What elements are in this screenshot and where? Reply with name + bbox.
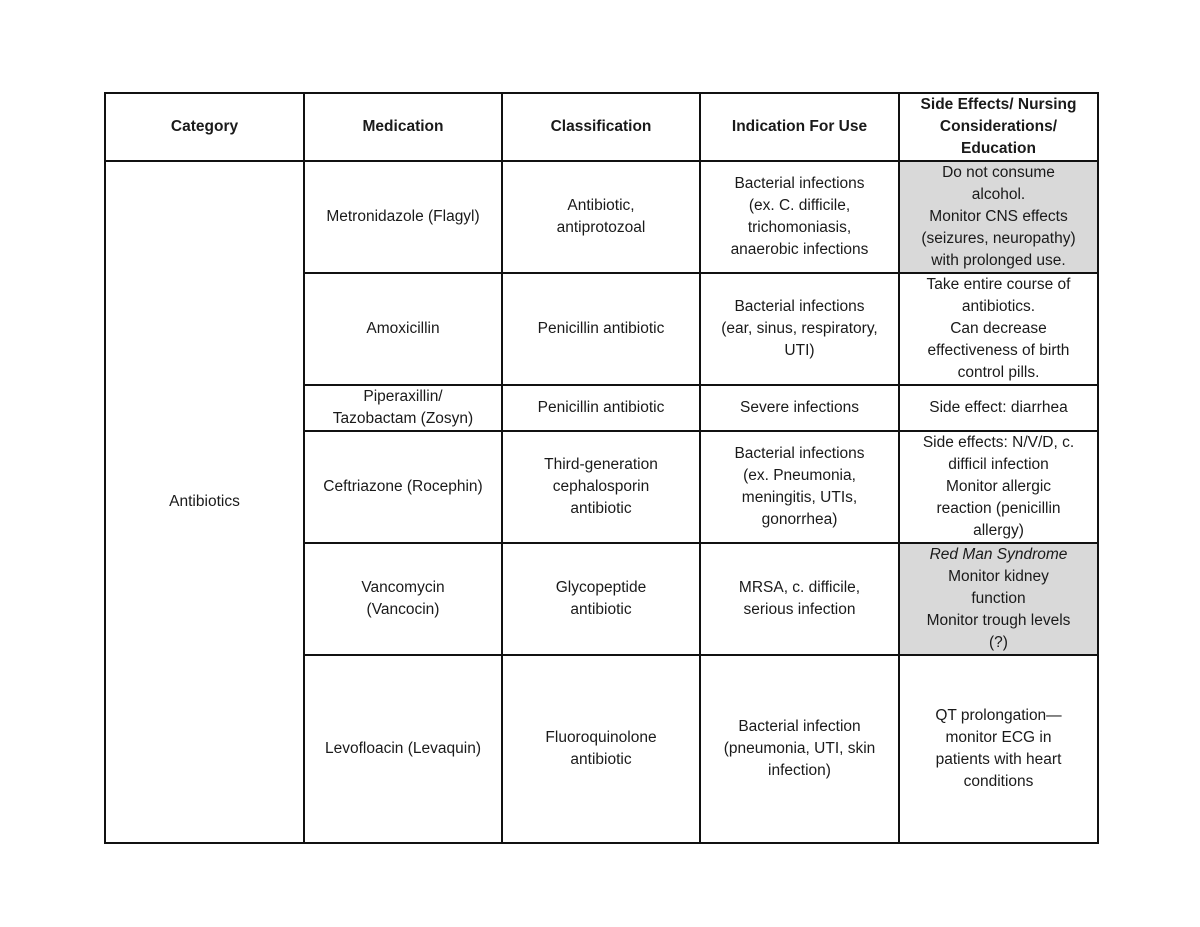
cell-text-line: Penicillin antibiotic (537, 399, 665, 416)
medication-cell (304, 385, 502, 431)
cell-text-line: Bacterial infections (734, 175, 865, 192)
cell-text-line: monitor ECG in (945, 729, 1052, 746)
classification-cell (502, 655, 700, 843)
medication-cell (304, 655, 502, 843)
cell-text-line: (ex. C. difficile, (748, 197, 851, 214)
cell-text-line: antibiotic (570, 500, 632, 517)
cell-text-line: Bacterial infection (738, 718, 861, 735)
cell-text-line: allergy) (973, 522, 1024, 539)
medication-table (104, 92, 1099, 844)
cell-text-line: Glycopeptide (555, 579, 647, 596)
cell-text-line: Can decrease (950, 320, 1047, 337)
cell-text-line: Third-generation (544, 456, 658, 473)
cell-text-line: function (971, 590, 1026, 607)
cell-text-line: Tazobactam (Zosyn) (332, 410, 474, 427)
medication-cell (304, 273, 502, 385)
cell-text-line: Considerations/ (939, 118, 1058, 135)
cell-text-line: (?) (989, 634, 1008, 651)
cell-text-line: Monitor allergic (945, 478, 1052, 495)
cell-text-line: Levofloacin (Levaquin) (325, 740, 481, 757)
cell-text-line: (ex. Pneumonia, (743, 467, 856, 484)
side-effects-cell (899, 385, 1098, 431)
cell-text-line: QT prolongation— (935, 707, 1062, 724)
cell-text-line: infection) (768, 762, 831, 779)
cell-text-line: Ceftriazone (Rocephin) (323, 478, 483, 495)
cell-text-line: (pneumonia, UTI, skin (723, 740, 876, 757)
cell-text-line: (seizures, neuropathy) (921, 230, 1076, 247)
side-effects-cell (899, 431, 1098, 543)
cell-text-line: control pills. (957, 364, 1040, 381)
indication-cell (700, 543, 899, 655)
cell-text-line: Vancomycin (361, 579, 445, 596)
cell-text-line: serious infection (743, 601, 856, 618)
classification-cell (502, 385, 700, 431)
indication-cell (700, 385, 899, 431)
indication-cell (700, 161, 899, 273)
cell-text-line: Red Man Syndrome (929, 546, 1068, 563)
cell-text-line: difficil infection (948, 456, 1049, 473)
cell-text-line: Metronidazole (Flagyl) (326, 208, 480, 225)
cell-text-line: (ear, sinus, respiratory, (721, 320, 878, 337)
classification-cell (502, 543, 700, 655)
medication-cell (304, 161, 502, 273)
cell-text-line: Take entire course of (926, 276, 1071, 293)
header-medication (304, 93, 502, 161)
classification-cell (502, 273, 700, 385)
indication-cell (700, 655, 899, 843)
cell-text-line: Antibiotic, (567, 197, 635, 214)
indication-cell (700, 273, 899, 385)
classification-cell (502, 161, 700, 273)
cell-text-line: antibiotic (570, 751, 632, 768)
cell-text-line: alcohol. (971, 186, 1026, 203)
medication-cell (304, 431, 502, 543)
header-indication (700, 93, 899, 161)
medication-cell (304, 543, 502, 655)
cell-text-line: Medication (362, 118, 444, 135)
cell-text-line: Severe infections (740, 399, 859, 416)
cell-text-line: Penicillin antibiotic (537, 320, 665, 337)
cell-text-line: Monitor trough levels (926, 612, 1071, 629)
cell-text-line: Monitor CNS effects (929, 208, 1068, 225)
cell-text-line: antibiotics. (961, 298, 1036, 315)
cell-text-line: MRSA, c. difficile, (738, 579, 861, 596)
cell-text-line: Bacterial infections (734, 445, 865, 462)
header-category (105, 93, 304, 161)
cell-text-line: reaction (penicillin (936, 500, 1061, 517)
classification-cell (502, 431, 700, 543)
cell-text-line: Fluoroquinolone (545, 729, 657, 746)
cell-text-line: cephalosporin (552, 478, 650, 495)
cell-text-line: Education (961, 140, 1036, 157)
cell-text-line: Piperaxillin/ (363, 388, 443, 405)
cell-text-line: anaerobic infections (730, 241, 869, 258)
cell-text-line: effectiveness of birth (927, 342, 1070, 359)
side-effects-cell (899, 273, 1098, 385)
cell-text-line: Classification (550, 118, 652, 135)
cell-text-line: meningitis, UTIs, (741, 489, 858, 506)
table-row (105, 161, 1098, 273)
cell-text-line: Side effect: diarrhea (929, 399, 1068, 416)
cell-text-line: antibiotic (570, 601, 632, 618)
cell-text-line: UTI) (784, 342, 815, 359)
cell-text-line: trichomoniasis, (747, 219, 852, 236)
cell-text-line: conditions (963, 773, 1034, 790)
category-cell: Antibiotics (105, 161, 304, 843)
cell-text-line: Side Effects/ Nursing (920, 96, 1077, 113)
header-classification (502, 93, 700, 161)
cell-text-line: Side effects: N/V/D, c. (922, 434, 1075, 451)
cell-text-line: Amoxicillin (366, 320, 440, 337)
cell-text-line: antiprotozoal (556, 219, 646, 236)
cell-text-line: with prolonged use. (931, 252, 1066, 269)
cell-text-line: Bacterial infections (734, 298, 865, 315)
header-row (105, 93, 1098, 161)
side-effects-cell (899, 655, 1098, 843)
header-side-effects (899, 93, 1098, 161)
cell-text-line: Do not consume (942, 164, 1055, 181)
cell-text-line: patients with heart (935, 751, 1062, 768)
side-effects-cell (899, 161, 1098, 273)
cell-text-line: gonorrhea) (761, 511, 838, 528)
cell-text-line: (Vancocin) (366, 601, 440, 618)
cell-text-line: Indication For Use (731, 118, 868, 135)
indication-cell (700, 431, 899, 543)
cell-text-line: Category (170, 118, 239, 135)
cell-text-line: Monitor kidney (948, 568, 1049, 585)
side-effects-cell (899, 543, 1098, 655)
